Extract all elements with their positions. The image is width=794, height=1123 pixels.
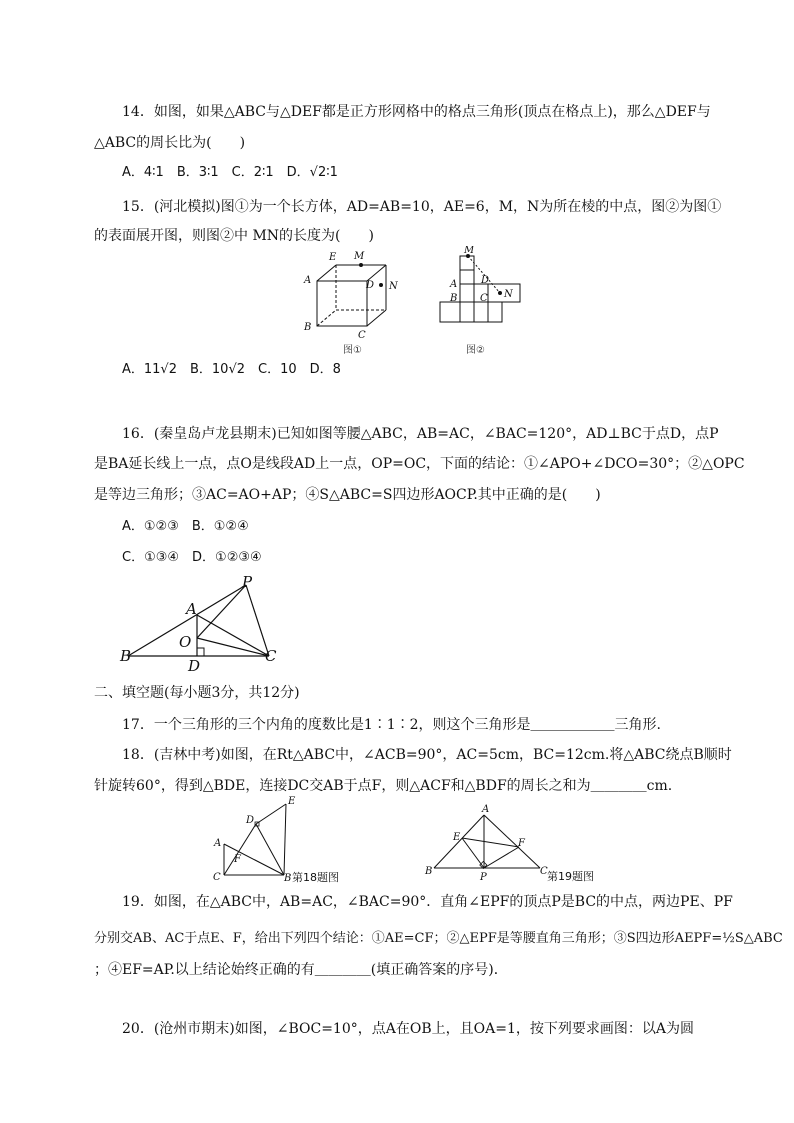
net-label-c: C [480, 293, 488, 304]
label-a: A [214, 838, 222, 849]
label-c: C [265, 647, 277, 665]
q16-options-row2: C．①③④ D．①②③④ [122, 550, 262, 565]
net-label-a: A [450, 279, 458, 290]
q14-options: A．4∶1 B．3∶1 C．2∶1 D．√2∶1 [122, 165, 338, 180]
label-f: F [518, 838, 525, 849]
q19-figure [420, 800, 620, 890]
label-c: C [358, 330, 366, 341]
net-label-d: D [481, 275, 490, 286]
label-d: D [366, 280, 375, 291]
label-b: B [304, 322, 312, 333]
figure1-caption: 图① [343, 345, 362, 356]
label-f: F [234, 854, 241, 865]
figure18-caption: 第18题图 [292, 871, 339, 884]
label-a: A [304, 275, 312, 286]
net-label-n: N [504, 289, 513, 300]
q14-line2: △ABC的周长比为( ) [94, 135, 246, 151]
net-label-m: M [464, 246, 475, 256]
figure19-caption: 第19题图 [547, 870, 594, 883]
label-d: D [188, 657, 201, 675]
net-point-n-dot [498, 291, 502, 295]
label-m: M [354, 251, 365, 262]
q18-figure [206, 796, 366, 888]
label-b: B [425, 866, 433, 877]
label-e: E [453, 832, 461, 843]
label-b: B [120, 647, 132, 665]
label-p: P [480, 872, 487, 883]
q15-figure1 [296, 246, 406, 361]
q16-line3: 是等边三角形；③AC=AO+AP；④S△ABC=S四边形AOCP.其中正确的是( ) [94, 487, 601, 503]
q15-line1: 15．(河北模拟)图①为一个长方体，AD=AB=10，AE=6，M，N为所在棱的中点，图②为图① [122, 199, 722, 215]
label-p: P [242, 575, 253, 591]
q17-line1: 17．一个三角形的三个内角的度数比是1∶1∶2，则这个三角形是＿＿＿＿＿＿三角形. [122, 717, 661, 733]
q19-line3: ；④EF=AP.以上结论始终正确的有＿＿＿＿(填正确答案的序号)． [94, 962, 508, 978]
figure2-caption: 图② [466, 345, 485, 356]
q18-line2: 针旋转60°，得到△BDE，连接DC交AB于点F，则△ACF和△BDF的周长之和为＿＿＿＿cm. [94, 778, 673, 794]
q16-line1: 16．(秦皇岛卢龙县期末)已知如图等腰△ABC，AB=AC，∠BAC=120°，AD⊥BC于点D，点P [122, 426, 719, 442]
q20-line1: 20．(沧州市期末)如图，∠BOC=10°，点A在OB上，且OA=1，按下列要求画图：以A为圆 [122, 1021, 694, 1037]
label-b: B [284, 873, 292, 884]
q15-figure2 [432, 246, 532, 361]
section2-heading: 二、填空题(每小题3分，共12分) [94, 685, 300, 701]
point-n-dot [379, 283, 383, 287]
q19-line2: 分别交AB、AC于点E、F，给出下列四个结论：①AE=CF；②△EPF是等腰直角三角形；③S四边形AEPF=½S△ABC [94, 931, 783, 946]
label-d: D [246, 815, 255, 826]
point-m-dot [359, 263, 363, 267]
q15-options: A．11√2 B．10√2 C．10 D．8 [122, 362, 341, 377]
label-e: E [329, 252, 337, 263]
label-c: C [540, 866, 548, 877]
label-a: A [186, 600, 197, 618]
q16-figure [116, 575, 286, 675]
label-a: A [482, 804, 490, 815]
q18-line1: 18．(吉林中考)如图，在Rt△ABC中，∠ACB=90°，AC=5cm，BC=12cm.将△ABC绕点B顺时 [122, 747, 732, 763]
label-n: N [389, 281, 398, 292]
q15-line2: 的表面展开图，则图②中 MN的长度为( ) [94, 228, 374, 244]
q19-line1: 19．如图，在△ABC中，AB=AC，∠BAC=90°．直角∠EPF的顶点P是BC的中点，两边PE、PF [122, 894, 733, 910]
net-label-b: B [450, 293, 458, 304]
label-e: E [288, 796, 296, 807]
label-o: O [179, 633, 192, 651]
q16-options-row1: A．①②③ B．①②④ [122, 519, 249, 534]
q14-line1: 14．如图，如果△ABC与△DEF都是正方形网格中的格点三角形(顶点在格点上)，那么△DEF与 [122, 104, 711, 120]
q16-line2: 是BA延长线上一点，点O是线段AD上一点，OP=OC，下面的结论：①∠APO+∠DCO=30°；②△OPC [94, 456, 745, 472]
label-c: C [213, 872, 221, 883]
